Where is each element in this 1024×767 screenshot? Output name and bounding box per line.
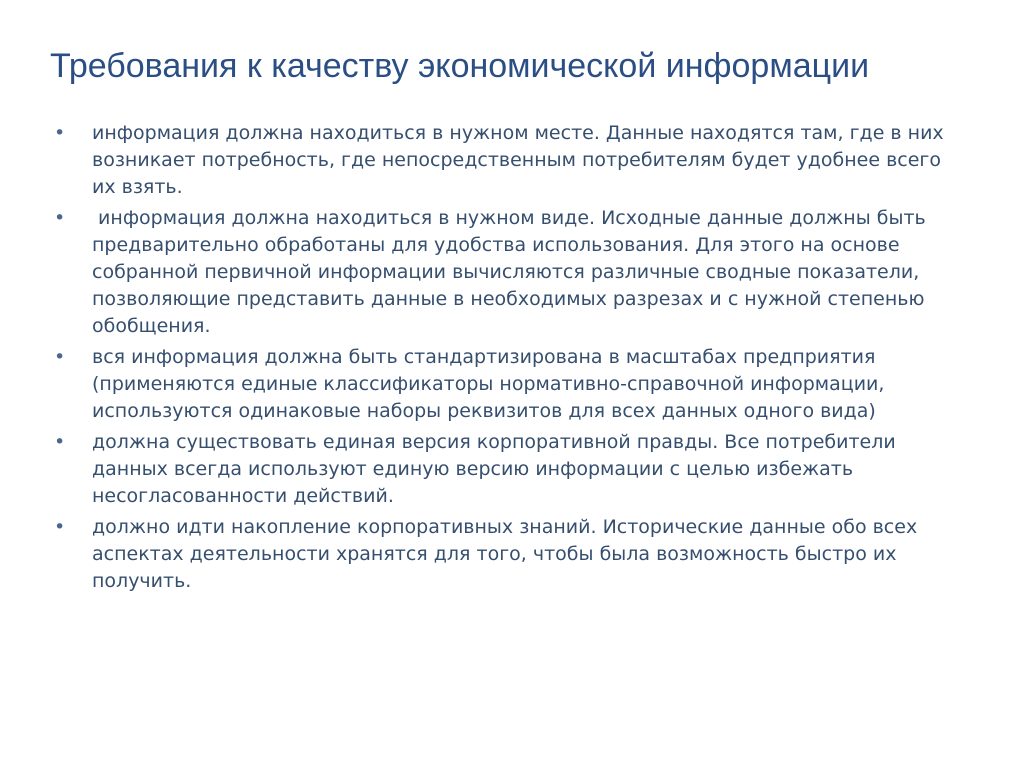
- list-item: [52, 429, 967, 510]
- bullet-icon: •: [54, 346, 66, 368]
- bullet-text: информация должна находиться в нужном месте. Данные находятся там, где в них возникает потребность, где непосредственным потребителям будет удобнее всего их взять.: [92, 122, 944, 198]
- bullet-icon: •: [54, 122, 66, 144]
- bullet-text: должно идти накопление корпоративных знаний. Исторические данные обо всех аспектах деятельности хранятся для того, чтобы была возможность быстро их получить.: [92, 516, 918, 592]
- list-item: [52, 344, 967, 425]
- bullet-text: информация должна находиться в нужном виде. Исходные данные должны быть предварительно обработаны для удобства использования. Для этого на основе собранной первичной информации вычисляются различные сводные показатели, позволяющие представить данные в необходимых разрезах и с нужной степенью обобщения.: [92, 207, 932, 337]
- bullet-icon: •: [54, 516, 66, 538]
- list-item: [52, 205, 967, 340]
- bullet-icon: •: [54, 431, 66, 453]
- bullet-text: должна существовать единая версия корпоративной правды. Все потребители данных всегда используют единую версию информации с целью избежать несогласованности действий.: [92, 431, 896, 507]
- list-item: [52, 514, 967, 595]
- bullet-text: вся информация должна быть стандартизирована в масштабах предприятия (применяются единые классификаторы нормативно-справочной информации, используются одинаковые наборы реквизитов для всех данных одного вида): [92, 346, 885, 422]
- list-item: [52, 120, 967, 201]
- bullet-list: [52, 120, 967, 599]
- slide-title: Требования к качеству экономической информации: [50, 47, 870, 85]
- bullet-icon: •: [54, 207, 66, 229]
